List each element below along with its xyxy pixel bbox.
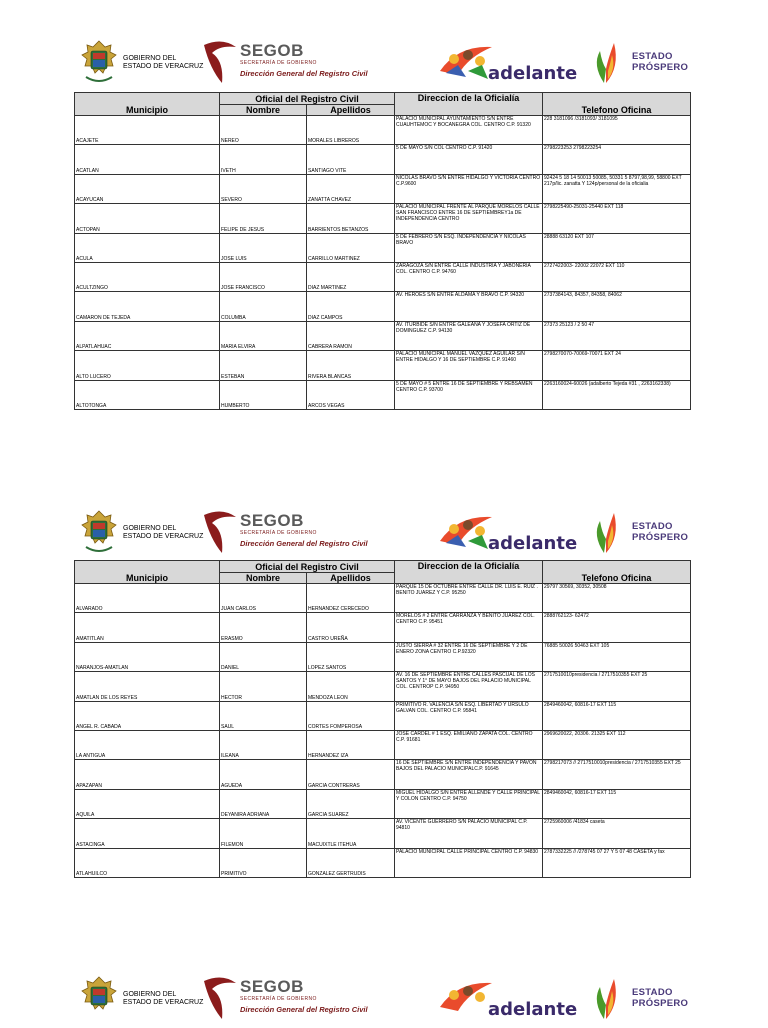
header-oficial: Oficial del Registro Civil	[220, 93, 395, 105]
table-row	[75, 145, 691, 174]
cell-municipio: ACAJETE	[75, 116, 220, 145]
adelante-logo: adelante	[438, 977, 578, 1023]
cell-apellidos: MENDOZA LEON	[307, 672, 395, 701]
cell-apellidos: GARCIA SUAREZ	[307, 789, 395, 818]
cell-municipio: APAZAPAN	[75, 760, 220, 789]
estado-prospero-logo: ESTADO PRÓSPERO	[590, 509, 700, 555]
cell-telefono: 92424 5 18 14 50013 50085, 50331 5 8797,98,99, 58800 EXT 217p/lic. zanatta Y 124p/personal de la oficialia	[543, 174, 691, 203]
cell-apellidos: SANTIAGO VITE	[307, 145, 395, 174]
header-oficial: Oficial del Registro Civil	[220, 561, 395, 573]
cell-telefono: 28888 63120 EXT 107	[543, 233, 691, 262]
cell-apellidos: CABRERA RAMON	[307, 321, 395, 350]
cell-nombre: JUAN CARLOS	[220, 584, 307, 613]
table-row	[75, 262, 691, 291]
registry-table	[74, 560, 691, 878]
government-label: GOBIERNO DEL ESTADO DE VERACRUZ	[123, 525, 204, 540]
cell-municipio: ACULTZINGO	[75, 262, 220, 291]
cell-nombre: SAUL	[220, 701, 307, 730]
cell-direccion: MORELOS # 2 ENTRE CARRANZA Y BENITO JUAREZ COL. CENTRO C.P. 95451	[395, 613, 543, 642]
cell-apellidos: HERNANDEZ CERECEDO	[307, 584, 395, 613]
header-apellidos: Apellidos	[307, 573, 395, 584]
cell-apellidos: BARRIENTOS BETANZOS	[307, 204, 395, 233]
header-direccion: Direccion de la Oficialía	[395, 561, 543, 584]
cell-nombre: HECTOR	[220, 672, 307, 701]
table-row	[75, 613, 691, 642]
table-row	[75, 292, 691, 321]
cell-direccion: AV. 16 DE SEPTIEMBRE ENTRE CALLES PASCUAL DE LOS SANTOS Y 1° DE MAYO BAJOS DEL PALACIO MUNICIPAL COL. CENTROP C.P. 94950	[395, 672, 543, 701]
cell-apellidos: GARCIA CONTRERAS	[307, 760, 395, 789]
cell-nombre: PRIMITIVO	[220, 848, 307, 877]
veracruz-seal-icon	[80, 39, 118, 85]
cell-nombre: COLUMBA	[220, 292, 307, 321]
cell-apellidos: MORALES LIBREROS	[307, 116, 395, 145]
estado-prospero-logo: ESTADO PRÓSPERO	[590, 975, 700, 1021]
cell-nombre: IVETH	[220, 145, 307, 174]
cell-municipio: ALVARADO	[75, 584, 220, 613]
cell-telefono: 2787332225 // /278745 07 27 Y 5 07 48 CASETA y fax	[543, 848, 691, 877]
cell-nombre: FELIPE DE JESUS	[220, 204, 307, 233]
cell-nombre: SEVERO	[220, 174, 307, 203]
cell-municipio: ALTO LUCERO	[75, 351, 220, 380]
table-row	[75, 672, 691, 701]
estado-prospero-logo: ESTADO PRÓSPERO	[590, 39, 700, 85]
table-row	[75, 380, 691, 409]
cell-telefono: 76885 50026 50463 EXT 105	[543, 642, 691, 671]
cell-telefono: 2727422003- 22002 22072 EXT 110	[543, 262, 691, 291]
estado-flame-icon	[590, 509, 626, 555]
table-row	[75, 321, 691, 350]
cell-direccion: 5 DE MAYO S/N COL CENTRO C.P. 91420	[395, 145, 543, 174]
table-row	[75, 701, 691, 730]
cell-direccion: NICOLAS BRAVO S/N ENTRE HIDALGO Y VICTORIA CENTRO C.P.9600	[395, 174, 543, 203]
segob-logo: SEGOB SECRETARÍA DE GOBIERNO Dirección General del Registro Civil	[202, 39, 372, 85]
header-nombre: Nombre	[220, 105, 307, 116]
cell-municipio: NARANJOS-AMATLAN	[75, 642, 220, 671]
cell-municipio: ALTOTONGA	[75, 380, 220, 409]
cell-direccion: MIGUEL HIDALGO S/N ENTRE ALLENDE Y CALLE PRINCIPAL Y COLON CENTRO C.P. 94750	[395, 789, 543, 818]
header-municipio: Municipio	[75, 561, 220, 584]
cell-municipio: ACATLAN	[75, 145, 220, 174]
cell-nombre: FILEMON	[220, 819, 307, 848]
page-header	[0, 975, 768, 1025]
cell-municipio: ALPATLAHUAC	[75, 321, 220, 350]
cell-direccion: 16 DE SEPTIEMBRE S/N ENTRE INDEPENDENCIA Y PAVON BAJOS DEL PALACIO MUNICIPALC.P. 91645	[395, 760, 543, 789]
veracruz-seal-icon	[80, 975, 118, 1021]
government-label: GOBIERNO DEL ESTADO DE VERACRUZ	[123, 991, 204, 1006]
cell-municipio: ASTACINGA	[75, 819, 220, 848]
cell-municipio: LA ANTIGUA	[75, 730, 220, 759]
cell-nombre: ILEANA	[220, 730, 307, 759]
table-row	[75, 819, 691, 848]
cell-apellidos: MACUIXTLE ITEHUA	[307, 819, 395, 848]
page-header	[0, 39, 768, 89]
adelante-logo: adelante	[438, 41, 578, 87]
table-row	[75, 116, 691, 145]
cell-direccion: JOSE CARDEL # 1 ESQ. EMILIANO ZAPATA COL. CENTRO C.P. 91681	[395, 730, 543, 759]
cell-direccion: PALACIO MUNICIPAL MANUEL VAZQUEZ AGUILAR S/N ENTRE HIDALGO Y 16 DE SEPTIEMBRE C.P. 91460	[395, 351, 543, 380]
government-label: GOBIERNO DEL ESTADO DE VERACRUZ	[123, 55, 204, 70]
cell-telefono: 2849460042, 60816-17 EXT 115	[543, 701, 691, 730]
header-apellidos: Apellidos	[307, 105, 395, 116]
table-row	[75, 584, 691, 613]
segob-logo: SEGOB SECRETARÍA DE GOBIERNO Dirección General del Registro Civil	[202, 509, 372, 555]
cell-direccion: JUSTO SIERRA # 32 ENTRE 16 DE SEPTIEMBRE Y 2 DE ENERO ZONA CENTRO C.P.92320	[395, 642, 543, 671]
cell-apellidos: DIAZ CAMPOS	[307, 292, 395, 321]
cell-telefono: 2717510010presidencia / 2717510355 EXT 25	[543, 672, 691, 701]
table-row	[75, 233, 691, 262]
header-direccion: Direccion de la Oficialía	[395, 93, 543, 116]
cell-municipio: AMATITLAN	[75, 613, 220, 642]
cell-municipio: AMATLAN DE LOS REYES	[75, 672, 220, 701]
cell-nombre: DEYANIRA ADRIANA	[220, 789, 307, 818]
cell-direccion: PALACIO MUNICIPAL FRENTE AL PARQUE MORELOS CALLE SAN FRANCISCO ENTRE 16 DE SEPTIEMBREY1a DE INDEPENDENCIA CENTRO	[395, 204, 543, 233]
cell-direccion: AV. ITURBIDE S/N ENTRE GALEANA Y JOSEFA ORTIZ DE DOMINGUEZ C.P. 94130	[395, 321, 543, 350]
cell-direccion: 5 DE MAYO # 5 ENTRE 16 DE SEPTIEMBRE Y REBSAMEN CENTRO C.P. 93700	[395, 380, 543, 409]
cell-nombre: ESTEBAN	[220, 351, 307, 380]
cell-direccion: PALACIO MUNICIPAL AYUNTAMIENTO S/N ENTRE CUAUHTEMOC Y BOCANEGRA COL. CENTRO C.P. 91320	[395, 116, 543, 145]
table-row	[75, 760, 691, 789]
cell-municipio: CAMARON DE TEJEDA	[75, 292, 220, 321]
cell-direccion: PALACIO MUNICIPAL CALLE PRINCIPAL CENTRO C.P. 94830	[395, 848, 543, 877]
cell-apellidos: HERNANDEZ IZA	[307, 730, 395, 759]
page-header	[0, 509, 768, 559]
cell-apellidos: CORTES FOMPEROSA	[307, 701, 395, 730]
cell-direccion: 5 DE FEBRERO S/N ESQ. INDEPENDENCIA Y NICOLAS BRAVO	[395, 233, 543, 262]
table-row	[75, 642, 691, 671]
cell-apellidos: ARCOS VEGAS	[307, 380, 395, 409]
header-municipio: Municipio	[75, 93, 220, 116]
table-row	[75, 351, 691, 380]
cell-apellidos: ZANATTA CHAVEZ	[307, 174, 395, 203]
cell-apellidos: LOPEZ SANTOS	[307, 642, 395, 671]
cell-municipio: ATLAHUILCO	[75, 848, 220, 877]
adelante-logo: adelante	[438, 511, 578, 557]
header-nombre: Nombre	[220, 573, 307, 584]
segob-logo: SEGOB SECRETARÍA DE GOBIERNO Dirección General del Registro Civil	[202, 975, 372, 1021]
estado-flame-icon	[590, 39, 626, 85]
cell-telefono: 29797 30569, 30352, 30508	[543, 584, 691, 613]
segob-swoosh-icon	[202, 509, 238, 555]
cell-telefono: 27373 25123 / 2 50 47	[543, 321, 691, 350]
cell-apellidos: RIVERA BLANCAS	[307, 351, 395, 380]
cell-telefono: 2849460042, 60816-17 EXT 115	[543, 789, 691, 818]
estado-flame-icon	[590, 975, 626, 1021]
cell-nombre: JOSE FRANCISCO	[220, 262, 307, 291]
cell-direccion: AV. HEROES S/N ENTRE ALDAMA Y BRAVO C.P. 94320	[395, 292, 543, 321]
cell-nombre: DANIEL	[220, 642, 307, 671]
cell-telefono: 2798225490-25031-25440 EXT 118	[543, 204, 691, 233]
cell-municipio: ACTOPAN	[75, 204, 220, 233]
cell-telefono: 2798217073 // 2717510010presidencia / 2717510355 EXT 25	[543, 760, 691, 789]
cell-nombre: AGUEDA	[220, 760, 307, 789]
cell-direccion: ZARAGOZA S/N ENTRE CALLE INDUSTRIA Y JABONERIA COL. CENTRO C.P. 94760	[395, 262, 543, 291]
cell-telefono: 2737384143, 84357, 84358, 84062	[543, 292, 691, 321]
table-row	[75, 204, 691, 233]
registry-table	[74, 92, 691, 410]
cell-apellidos: CARRILLO MARTINEZ	[307, 233, 395, 262]
cell-direccion: AV. VICENTE GUERRERO S/N PALACIO MUNICIPAL C.P. 94810	[395, 819, 543, 848]
cell-telefono: 2798270070-70069-70071 EXT 24	[543, 351, 691, 380]
cell-nombre: MARIA ELVIRA	[220, 321, 307, 350]
table-row	[75, 730, 691, 759]
cell-municipio: AQUILA	[75, 789, 220, 818]
cell-telefono: 2263160024-60026 (adalberto Tejeda #31 , 2263162338)	[543, 380, 691, 409]
cell-nombre: ERASMO	[220, 613, 307, 642]
cell-municipio: ACAYUCAN	[75, 174, 220, 203]
cell-direccion: PARQUE 15 DE OCTUBRE ENTRE CALLE DR. LUIS E. RUIZ . BENITO JUAREZ Y C.P. 95250	[395, 584, 543, 613]
table-row	[75, 789, 691, 818]
header-telefono: Telefono Oficina	[543, 93, 691, 116]
cell-municipio: ANGEL R. CABADA	[75, 701, 220, 730]
veracruz-seal-icon	[80, 509, 118, 555]
cell-telefono: 2888762123- 62472	[543, 613, 691, 642]
table-row	[75, 174, 691, 203]
segob-swoosh-icon	[202, 975, 238, 1021]
cell-nombre: JOSE LUIS	[220, 233, 307, 262]
cell-apellidos: DIAZ MARTINEZ	[307, 262, 395, 291]
cell-telefono: 228 3181096 /3181093/ 3181095	[543, 116, 691, 145]
cell-telefono: 2798223253 2798223254	[543, 145, 691, 174]
cell-nombre: NEREO	[220, 116, 307, 145]
cell-telefono: 2725960006 /41834 caseta	[543, 819, 691, 848]
table-row	[75, 848, 691, 877]
cell-municipio: ACULA	[75, 233, 220, 262]
cell-telefono: 2969620022, 20306. 21325 EXT 112	[543, 730, 691, 759]
cell-apellidos: GONZALEZ GERTRUDIS	[307, 848, 395, 877]
cell-direccion: PRIMITIVO R. VALENCIA S/N ESQ. LIBERTAD Y URSULO GALVAN COL. CENTRO C.P. 95841	[395, 701, 543, 730]
cell-nombre: HUMBERTO	[220, 380, 307, 409]
segob-swoosh-icon	[202, 39, 238, 85]
cell-apellidos: CASTRO UREÑA	[307, 613, 395, 642]
header-telefono: Telefono Oficina	[543, 561, 691, 584]
